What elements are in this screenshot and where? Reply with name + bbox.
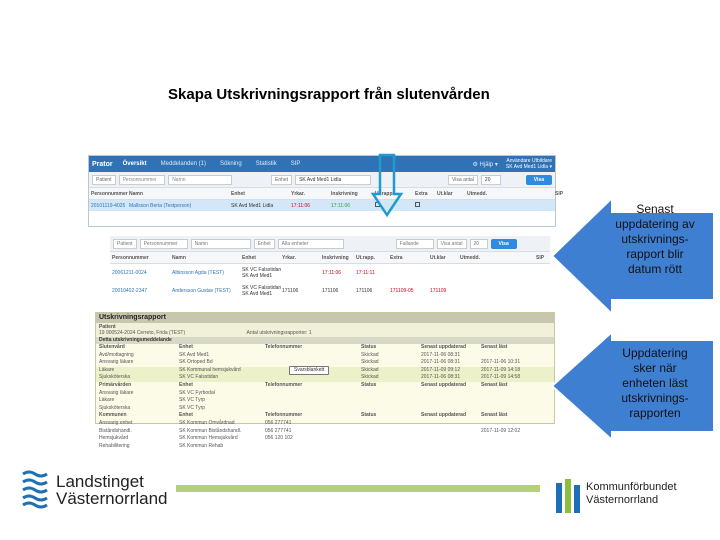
report-cell — [265, 391, 361, 397]
footer-divider — [176, 485, 540, 492]
report-cell: Senast läst — [481, 344, 508, 350]
report-cell: SK VC Tyrp — [179, 397, 206, 404]
report-cell — [421, 444, 481, 450]
report-cell — [481, 436, 541, 442]
col-enhet[interactable]: Enhet — [231, 190, 245, 197]
row-yrkar-date: 17:11:06 — [291, 202, 311, 209]
visa-antal-select[interactable]: 20 — [481, 175, 501, 185]
col-utmedd[interactable]: Utmedd. — [460, 254, 480, 261]
row-inskrivning-date: 17:11:06 — [322, 270, 342, 276]
report-cell: Enhet — [179, 412, 193, 419]
report-cell: Senast uppdaterad — [421, 412, 467, 419]
landstinget-logo-icon — [22, 470, 48, 506]
row-inskrivning-date: 17:11:06 — [331, 202, 351, 209]
col-utklar[interactable]: Ut.klar — [430, 254, 446, 261]
col-sip[interactable]: SIP — [555, 190, 564, 197]
report-cell: Rehabilitering — [99, 442, 130, 449]
help-menu[interactable]: ⚙ Hjälp ▾ — [472, 161, 498, 168]
report-cell: Senast läst — [481, 381, 508, 388]
report-cell — [481, 406, 541, 412]
report-group-header — [96, 382, 554, 390]
col-utrapp[interactable]: Ut.rapp. — [375, 190, 394, 197]
visa-button[interactable]: Visa — [526, 175, 552, 185]
report-cell: Slutenvård — [99, 344, 125, 350]
report-row — [96, 390, 554, 398]
report-cell: Telefonnummer — [265, 412, 303, 419]
col-extra[interactable]: Extra — [415, 190, 428, 197]
report-cell: Ansvarig läkare — [99, 359, 134, 366]
utskrivningsrapport-panel — [95, 312, 555, 449]
name-input[interactable]: Namn — [168, 175, 232, 185]
report-cell — [265, 406, 361, 412]
report-cell: Hemsjukvård — [99, 435, 129, 442]
row-utrapp-date: 17:11:11 — [356, 270, 375, 276]
name-input[interactable]: Namn — [191, 239, 251, 249]
visa-antal-select[interactable]: 20 — [470, 239, 488, 249]
report-section-header: Detta utskrivningsmeddelande — [96, 337, 554, 344]
report-row — [96, 405, 554, 413]
report-cell: Ansvarig läkare — [99, 389, 134, 396]
report-cell: Kommunen — [99, 412, 127, 419]
report-cell: Status — [361, 412, 377, 419]
report-cell — [421, 421, 481, 427]
report-cell: Sjuksköterska — [99, 374, 131, 381]
col-personnummer[interactable]: Personnummer — [112, 254, 149, 261]
callout-text-2: Uppdatering sker när enheten läst utskrivnings-rapporten — [621, 346, 689, 420]
row-name[interactable]: Albinsson Agda (TEST) — [172, 270, 224, 276]
row-unit-sub: SK Avd Med1 — [242, 273, 273, 279]
report-row — [96, 352, 554, 360]
report-cell — [265, 360, 361, 366]
report-row — [96, 443, 554, 451]
report-cell: Skickad — [361, 351, 379, 358]
report-cell: 2017-11-09 14:58 — [481, 374, 521, 381]
report-cell — [421, 436, 481, 442]
report-rows — [96, 344, 554, 450]
report-cell: SK Ortoped Bd — [179, 359, 213, 366]
report-cell: Status — [361, 344, 377, 350]
report-row — [96, 374, 554, 382]
report-group-header — [96, 344, 554, 352]
report-cell — [481, 398, 541, 404]
report-cell: Skickad — [361, 374, 379, 381]
report-cell: 056 277741 — [265, 427, 292, 434]
col-extra[interactable]: Extra — [390, 254, 403, 261]
unit-label: Enhet — [271, 175, 292, 185]
report-cell: SK Kommun Biståndshandl. — [179, 427, 242, 434]
report-cell: Avd/mottagning — [99, 351, 134, 358]
landstinget-logo — [22, 470, 168, 507]
report-cell — [265, 375, 361, 381]
callout-text-1: Senast uppdatering av utskrivnings-rapport blir datum rött — [615, 202, 695, 276]
report-group-header — [96, 412, 554, 420]
row-personnummer[interactable]: 20101119-4025 — [91, 202, 126, 209]
col-sip[interactable]: SIP — [536, 254, 545, 261]
report-cell — [361, 406, 421, 412]
user-role: Användare Utbildare — [506, 158, 552, 164]
patient-list-screenshot-2 — [110, 236, 550, 298]
row-utrapp-date: 171106 — [356, 288, 373, 294]
table-row[interactable] — [89, 200, 555, 211]
row-name[interactable]: Mallsson Berta (Testperson) — [129, 202, 192, 209]
report-patient-band — [96, 323, 554, 337]
report-cell — [481, 391, 541, 397]
report-count: Antal utskrivningsrapporter: 1 — [246, 330, 312, 336]
unit-select[interactable]: Alla enheter — [278, 239, 344, 249]
col-inskrivning[interactable]: Inskrivning — [322, 254, 349, 261]
report-cell: Status — [361, 381, 377, 388]
report-cell: 2017-11-09 12:02 — [481, 427, 521, 434]
logo-right-line1: Kommunförbundet — [586, 481, 677, 493]
report-cell: Sjuksköterska — [99, 404, 131, 411]
patient-filter-bar — [89, 172, 555, 188]
row-unit: SK VC Falsstidan — [242, 267, 282, 273]
report-cell — [265, 353, 361, 359]
help-label: Hjälp — [479, 161, 494, 168]
row-unit: SK Avd Med1 Lidla — [231, 202, 274, 209]
report-cell: Enhet — [179, 381, 193, 388]
patient-filter-label: Patient — [113, 239, 137, 249]
personnummer-input[interactable]: Personnummer — [140, 239, 188, 249]
user-menu[interactable]: Användare Utbildare SK Avd Med1 Lidla ▾ — [505, 158, 552, 170]
report-row — [96, 428, 554, 436]
nav-item-oversikt[interactable]: Översikt — [122, 161, 147, 167]
report-cell: Primärvården — [99, 381, 132, 388]
row-name[interactable]: Andersson Gustav (TEST) — [172, 288, 231, 294]
col-namn[interactable]: Namn — [172, 254, 186, 261]
report-cell: Läkare — [99, 366, 115, 373]
report-cell: 2017-11-06 10:31 — [481, 359, 521, 366]
sort-select[interactable]: Fallande — [396, 239, 434, 249]
col-yrkar[interactable]: Yrkar. — [282, 254, 296, 261]
table-row[interactable] — [110, 264, 550, 282]
report-cell: SK Avd Med1 — [179, 351, 210, 358]
logo-left-line2: Västernorrland — [56, 489, 168, 508]
down-arrow-icon — [372, 154, 402, 216]
nav-item-statistik[interactable]: Statistik — [255, 161, 277, 167]
report-cell — [361, 444, 421, 450]
user-unit: SK Avd Med1 Lidla — [505, 164, 549, 170]
report-cell: Telefonnummer — [265, 381, 303, 388]
row-inskrivning-date: 171106 — [322, 288, 339, 294]
visa-antal-label: Visa antal — [437, 239, 467, 249]
report-cell: 2017-11-06 08:31 — [421, 351, 461, 358]
row-personnummer[interactable]: 20061211-0024 — [112, 270, 147, 276]
col-utmedd[interactable]: Utmedd. — [467, 190, 487, 197]
nav-item-sokning[interactable]: Sökning — [220, 161, 242, 167]
report-cell — [361, 429, 421, 435]
report-cell — [421, 429, 481, 435]
report-cell: Senast uppdaterad — [421, 381, 467, 388]
report-row — [96, 397, 554, 405]
visa-button[interactable]: Visa — [491, 239, 517, 249]
report-cell: Skickad — [361, 366, 379, 373]
col-utklar[interactable]: Ut.klar — [437, 190, 453, 197]
svarsblankett-button[interactable]: Svarsblankett — [289, 366, 329, 375]
report-cell: SK VC Falsstidan — [179, 374, 219, 381]
report-cell: 2017-11-06 08:31 — [421, 359, 461, 366]
report-cell — [361, 436, 421, 442]
report-cell: SK VC Fyrbodal — [179, 389, 215, 396]
report-title: Utskrivningsrapport — [96, 313, 554, 323]
report-cell: Senast läst — [481, 412, 508, 419]
row-yrkar-date: 171106 — [282, 288, 299, 294]
report-cell: 2017-11-09 14:18 — [481, 366, 521, 373]
report-row — [96, 435, 554, 443]
report-cell: Skickad — [361, 359, 379, 366]
report-cell: SK Kommunal hemsjukvård — [179, 366, 241, 373]
report-cell — [265, 444, 361, 450]
personnummer-input[interactable]: Personnummer — [119, 175, 166, 185]
patient-filter-label: Patient — [92, 175, 116, 185]
report-cell — [421, 406, 481, 412]
row-utklar-date: 171109 — [430, 288, 447, 294]
report-cell — [481, 353, 541, 359]
unit-label: Enhet — [254, 239, 275, 249]
report-cell: 056 120 102 — [265, 435, 293, 442]
report-cell: 056 277741 — [265, 419, 292, 426]
top-nav-bar — [89, 156, 555, 172]
report-cell — [481, 421, 541, 427]
report-cell: SK VC Tyrp — [179, 404, 206, 411]
row-personnummer[interactable]: 20010402-2347 — [112, 288, 148, 294]
report-cell — [361, 398, 421, 404]
report-cell — [265, 398, 361, 404]
col-inskrivning[interactable]: Inskrivning — [331, 190, 358, 197]
report-cell: SK Kommun Hemsjukvård — [179, 435, 238, 442]
row-extra-date: 171109-05 — [390, 288, 414, 294]
col-personnummer[interactable]: Personnummer — [91, 190, 128, 197]
nav-item-meddelanden[interactable]: Meddelanden (1) — [160, 161, 207, 167]
report-cell: Biståndshandl. — [99, 427, 132, 434]
table-header — [89, 188, 564, 200]
table-header-2 — [110, 252, 550, 264]
report-cell: Ansvarig enhet — [99, 419, 133, 426]
logo-left-line1: Landstinget — [56, 472, 144, 491]
slide-title: Skapa Utskrivningsrapport från slutenvården — [168, 86, 490, 103]
report-cell: Telefonnummer — [265, 344, 303, 350]
report-cell — [481, 444, 541, 450]
kommunforbundet-logo-icon — [556, 479, 580, 513]
report-cell: 2017-11-09 09:12 — [421, 366, 461, 373]
visa-antal-label: Visa antal — [448, 175, 478, 185]
report-cell: 2017-11-06 08:31 — [421, 374, 461, 381]
logo-right-line2: Västernorrland — [586, 494, 659, 506]
nav-item-sip[interactable]: SIP — [290, 161, 301, 167]
report-patient-value: 19 900524-2024 Cerreto, Frida (TEST) — [99, 330, 186, 336]
unit-select[interactable]: SK Avd Med1 Lidla — [295, 175, 371, 185]
kommunforbundet-logo — [556, 479, 677, 513]
checkbox-icon[interactable] — [415, 202, 420, 207]
report-row — [96, 420, 554, 428]
report-patient-label: Patient — [99, 324, 116, 330]
report-cell — [361, 391, 421, 397]
report-cell — [421, 398, 481, 404]
col-namn[interactable]: Namn — [129, 190, 143, 197]
row-unit: SK VC Falsstidan — [242, 285, 282, 291]
col-enhet[interactable]: Enhet — [242, 254, 256, 261]
table-row[interactable] — [110, 282, 550, 300]
row-unit-sub: SK Avd Med1 — [242, 291, 273, 297]
report-cell: SK Kommun Omvårdnad — [179, 419, 235, 426]
report-cell: Senast uppdaterad — [421, 344, 467, 350]
col-yrkar[interactable]: Yrkar. — [291, 190, 305, 197]
report-cell: SK Kommun Rehab — [179, 442, 224, 449]
patient-filter-bar-2 — [110, 236, 550, 252]
report-cell: Läkare — [99, 397, 115, 404]
patient-list-screenshot — [88, 155, 564, 227]
app-brand: Prator — [92, 160, 113, 168]
col-utrapp[interactable]: Ut.rapp. — [356, 254, 375, 261]
report-cell: Enhet — [179, 344, 193, 350]
report-cell — [421, 391, 481, 397]
report-cell — [361, 421, 421, 427]
